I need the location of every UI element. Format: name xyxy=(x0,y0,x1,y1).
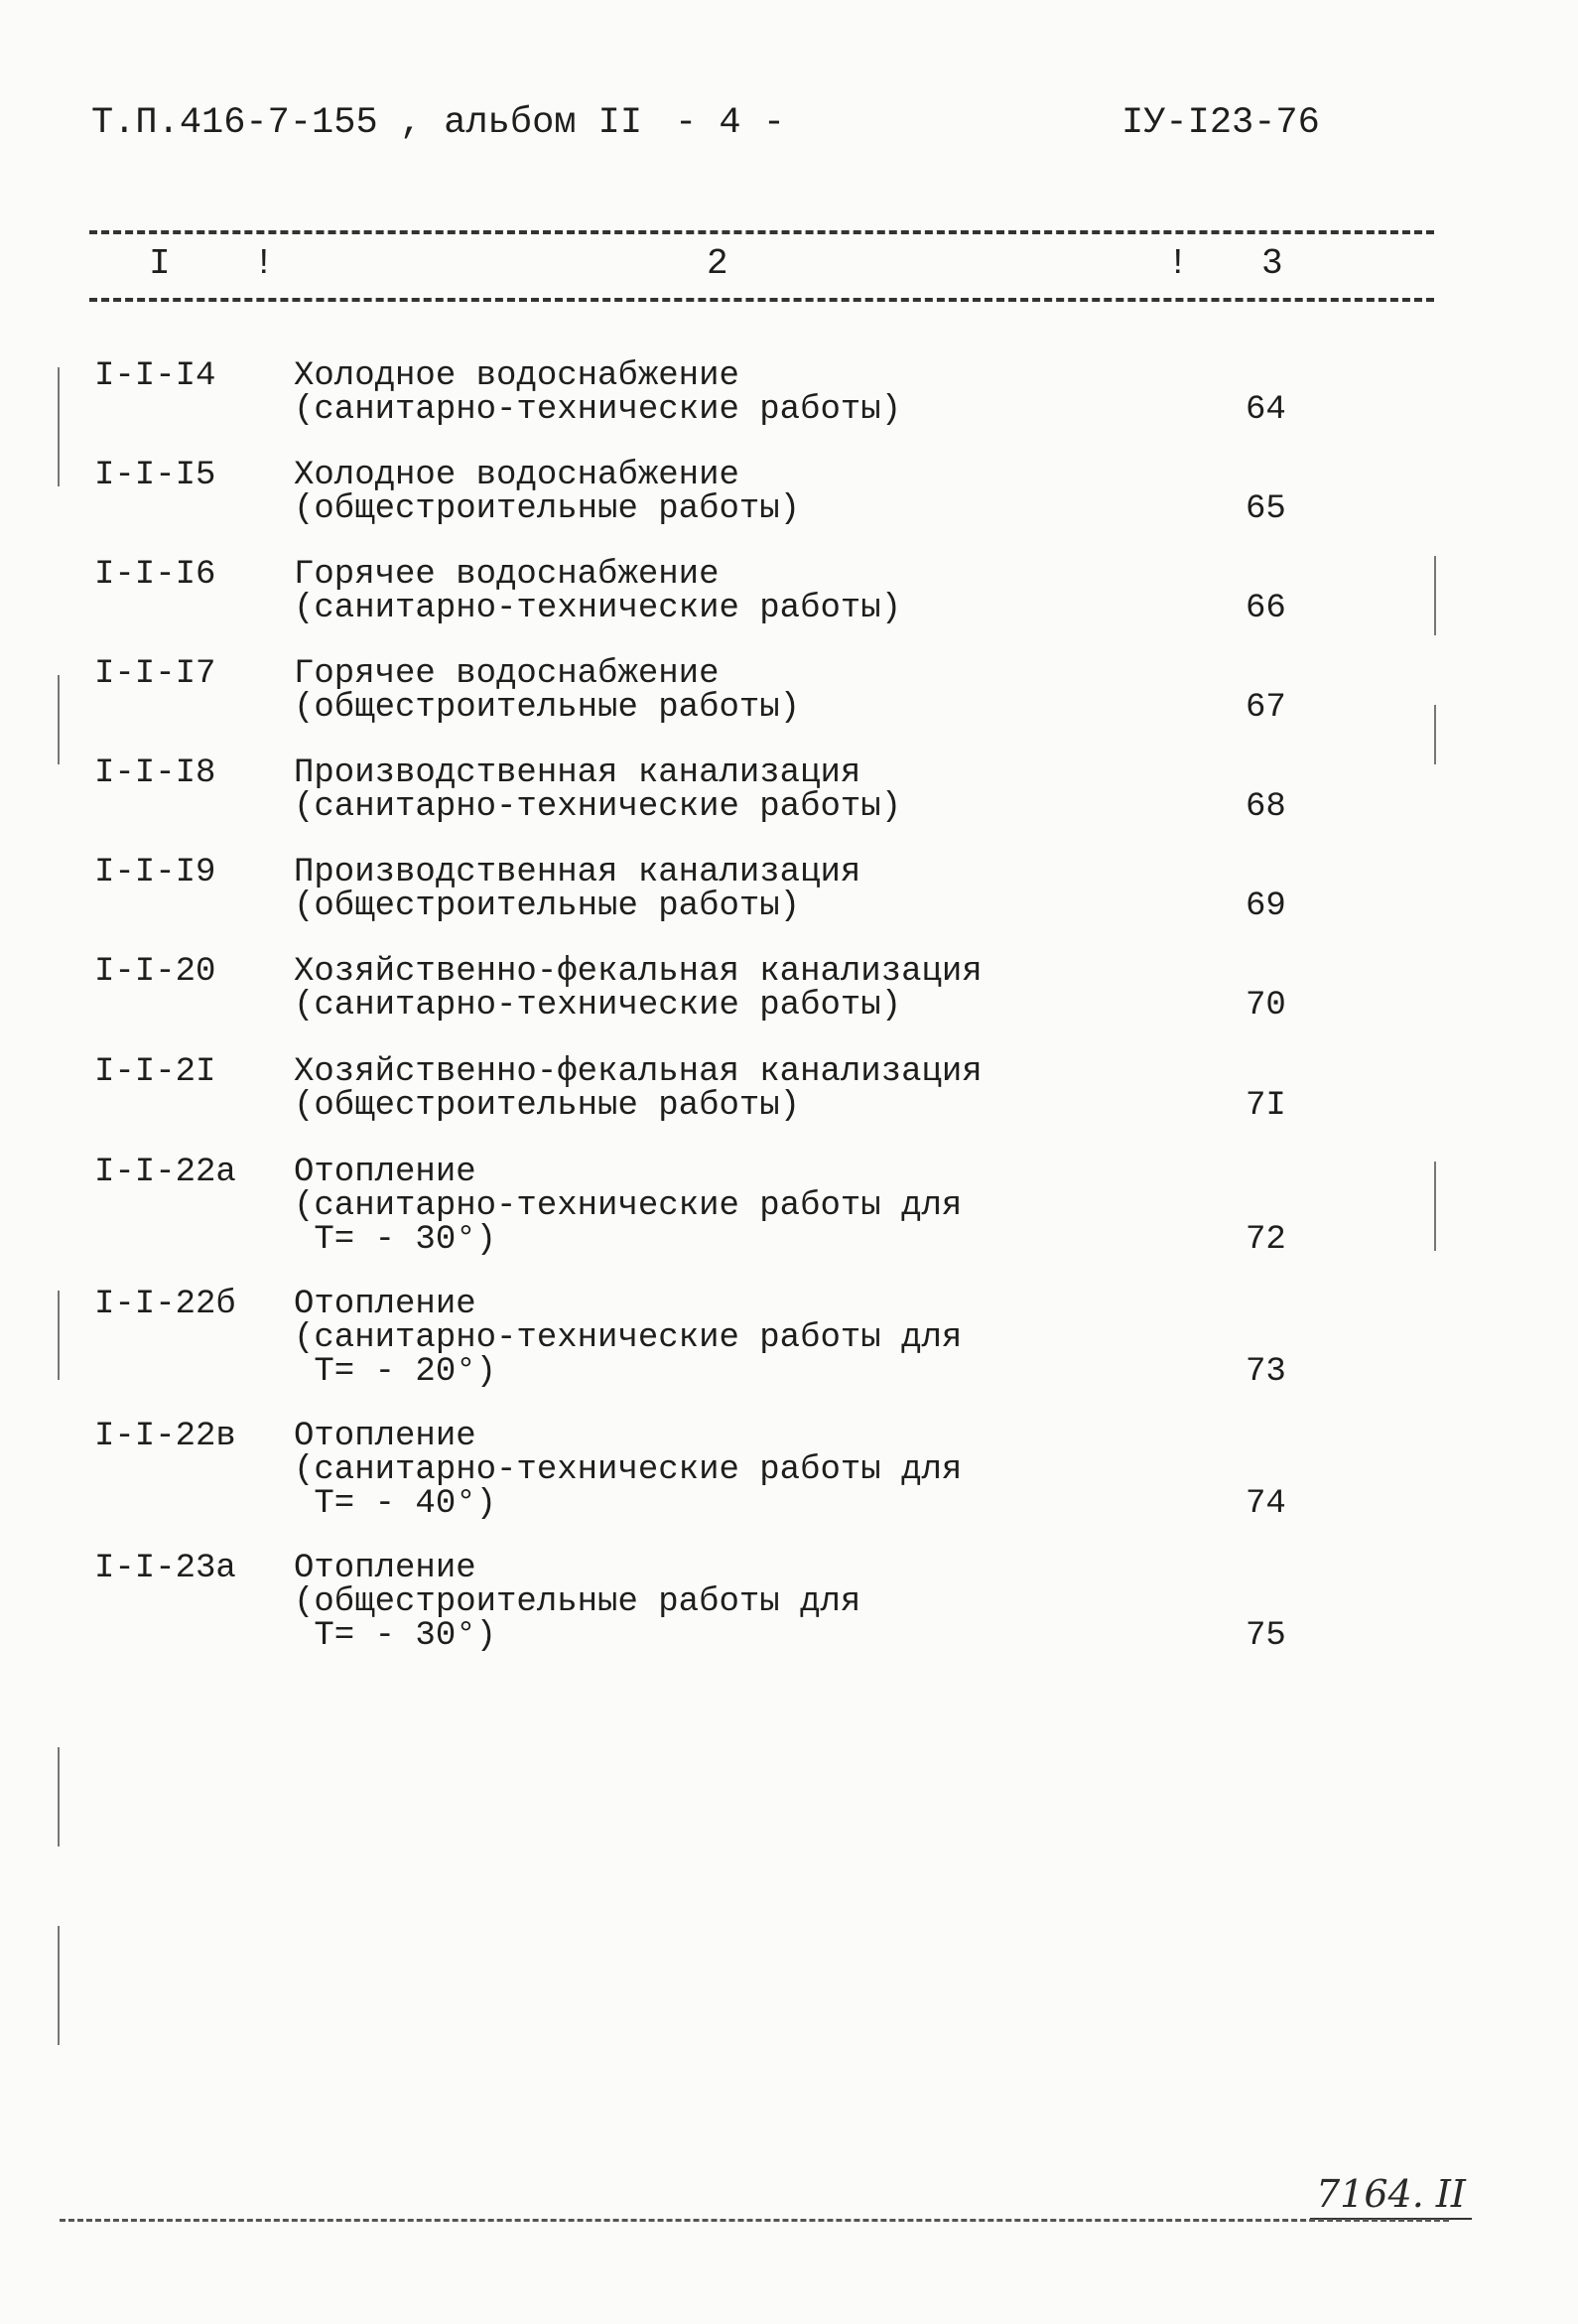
header-doc-number: IУ-I23-76 xyxy=(1121,102,1320,144)
left-margin-line xyxy=(58,367,60,486)
row-title-line: (общестроительные работы) xyxy=(294,1087,801,1125)
row-title-line: Отопление xyxy=(294,1154,476,1191)
footer-handwritten-note: 7164. II xyxy=(1310,2172,1472,2220)
row-title-line: T= - 20°) xyxy=(294,1353,497,1391)
row-title xyxy=(294,1156,962,1257)
header-code: Т.П.416-7-155 , альбом II xyxy=(91,102,643,144)
row-page-number: 69 xyxy=(1246,888,1286,925)
row-title-line: (санитарно-технические работы) xyxy=(294,391,902,429)
row-page-number: 68 xyxy=(1246,788,1286,826)
row-title-line: Производственная канализация xyxy=(294,754,861,792)
column-header-3: 3 xyxy=(1261,243,1283,284)
row-code: I-I-20 xyxy=(94,953,216,991)
column-header-1: I xyxy=(149,243,171,284)
row-title-line: Холодное водоснабжение xyxy=(294,357,739,395)
row-title-line: (общестроительные работы) xyxy=(294,689,801,727)
row-title xyxy=(294,1420,962,1521)
row-code: I-I-23а xyxy=(94,1550,236,1587)
row-code: I-I-I7 xyxy=(94,655,216,693)
row-code: I-I-I9 xyxy=(94,854,216,891)
row-code: I-I-I8 xyxy=(94,754,216,792)
row-title-line: Горячее водоснабжение xyxy=(294,556,720,594)
row-title-line: (санитарно-технические работы для xyxy=(294,1319,963,1357)
right-margin-line xyxy=(1434,705,1436,764)
row-page-number: 72 xyxy=(1246,1221,1286,1259)
row-title xyxy=(294,657,800,725)
row-title-line: Холодное водоснабжение xyxy=(294,457,739,494)
left-margin-line xyxy=(58,1747,60,1846)
row-title-line: (санитарно-технические работы) xyxy=(294,590,902,627)
row-code: I-I-I5 xyxy=(94,457,216,494)
row-title-line: (санитарно-технические работы для xyxy=(294,1451,963,1489)
row-page-number: 70 xyxy=(1246,987,1286,1025)
row-title xyxy=(294,1552,860,1653)
row-page-number: 66 xyxy=(1246,590,1286,627)
row-title xyxy=(294,856,860,923)
row-title-line: Отопление xyxy=(294,1286,476,1323)
row-page-number: 65 xyxy=(1246,490,1286,528)
bottom-dashed-line xyxy=(60,2219,1449,2222)
row-title-line: Хозяйственно-фекальная канализация xyxy=(294,953,983,991)
header-page-number: - 4 - xyxy=(675,102,786,144)
row-title-line: Отопление xyxy=(294,1550,476,1587)
row-title xyxy=(294,1288,962,1389)
row-code: I-I-22б xyxy=(94,1286,236,1323)
table-top-dashed-line xyxy=(89,230,1434,234)
row-title-line: (общестроительные работы) xyxy=(294,888,801,925)
row-title-line: Отопление xyxy=(294,1418,476,1455)
row-title-line: Хозяйственно-фекальная канализация xyxy=(294,1053,983,1091)
column-header-2: 2 xyxy=(707,243,728,284)
right-margin-line xyxy=(1434,1162,1436,1251)
right-margin-line xyxy=(1434,556,1436,635)
row-page-number: 75 xyxy=(1246,1617,1286,1655)
row-title xyxy=(294,558,901,625)
row-title xyxy=(294,359,901,427)
row-title-line: Горячее водоснабжение xyxy=(294,655,720,693)
row-page-number: 7I xyxy=(1246,1087,1286,1125)
row-title-line: (санитарно-технические работы) xyxy=(294,987,902,1025)
row-page-number: 64 xyxy=(1246,391,1286,429)
left-margin-line xyxy=(58,675,60,764)
row-title-line: (общестроительные работы) xyxy=(294,490,801,528)
row-title-line: T= - 40°) xyxy=(294,1485,497,1523)
column-separator-1: ! xyxy=(253,243,275,284)
row-code: I-I-I6 xyxy=(94,556,216,594)
row-code: I-I-I4 xyxy=(94,357,216,395)
row-code: I-I-22в xyxy=(94,1418,236,1455)
row-page-number: 73 xyxy=(1246,1353,1286,1391)
row-title xyxy=(294,955,983,1023)
row-title-line: Производственная канализация xyxy=(294,854,861,891)
row-title-line: T= - 30°) xyxy=(294,1221,497,1259)
table-header-dashed-line xyxy=(89,298,1434,302)
row-title xyxy=(294,756,901,824)
left-margin-line xyxy=(58,1926,60,2045)
left-margin-line xyxy=(58,1291,60,1380)
row-code: I-I-22а xyxy=(94,1154,236,1191)
row-title xyxy=(294,459,800,526)
row-title xyxy=(294,1055,983,1123)
row-code: I-I-2I xyxy=(94,1053,216,1091)
row-title-line: (санитарно-технические работы для xyxy=(294,1187,963,1225)
row-title-line: T= - 30°) xyxy=(294,1617,497,1655)
column-separator-2: ! xyxy=(1167,243,1189,284)
row-title-line: (санитарно-технические работы) xyxy=(294,788,902,826)
row-title-line: (общестроительные работы для xyxy=(294,1583,861,1621)
row-page-number: 67 xyxy=(1246,689,1286,727)
row-page-number: 74 xyxy=(1246,1485,1286,1523)
